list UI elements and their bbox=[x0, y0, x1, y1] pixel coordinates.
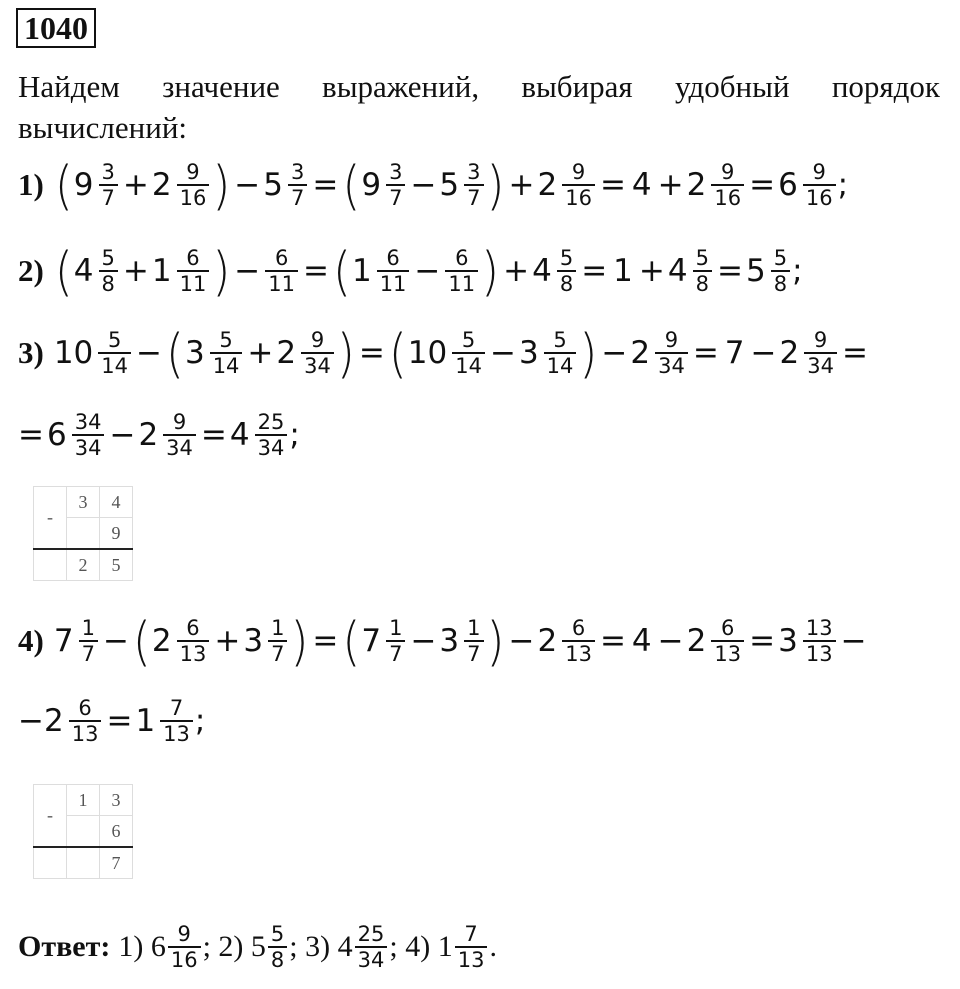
paren: ) bbox=[336, 321, 355, 385]
operator: = bbox=[200, 417, 227, 453]
fraction: $\frac{3}{7}$ bbox=[288, 160, 307, 210]
intro-text: Найдем значение выражений, выбирая удобный порядок вычислений: bbox=[18, 69, 940, 145]
whole: 6 bbox=[46, 417, 67, 453]
fraction: $\frac{6}{13}$ bbox=[562, 616, 595, 666]
paren: ( bbox=[132, 609, 151, 673]
paren: ) bbox=[579, 321, 598, 385]
paren: ) bbox=[290, 609, 309, 673]
fraction: $\frac{9}{34}$ bbox=[804, 328, 837, 378]
whole: 2 bbox=[779, 335, 800, 371]
paren: ( bbox=[166, 321, 184, 385]
semicolon: ; bbox=[194, 703, 206, 739]
answer-whole: 6 bbox=[150, 930, 166, 963]
operator: + bbox=[214, 623, 241, 659]
answer-sep: ; bbox=[202, 930, 211, 963]
fraction: $\frac{6}{13}$ bbox=[711, 616, 744, 666]
whole: 1 bbox=[151, 253, 172, 289]
operator: − bbox=[136, 335, 162, 371]
whole: 2 bbox=[630, 335, 651, 371]
answer-label: Ответ: bbox=[18, 930, 111, 963]
whole: 3 bbox=[243, 623, 264, 659]
equation-line-3-cont bbox=[18, 410, 300, 460]
answer-fraction: $\frac{9}{16}$ bbox=[168, 922, 201, 972]
operator: − bbox=[410, 623, 437, 659]
digit bbox=[67, 816, 100, 848]
whole: 4 bbox=[73, 253, 94, 289]
number: 4 bbox=[631, 167, 652, 203]
whole: 4 bbox=[229, 417, 250, 453]
digit: 3 bbox=[67, 487, 100, 518]
paren: ( bbox=[54, 153, 73, 217]
digit: 6 bbox=[100, 816, 133, 848]
operator: = bbox=[312, 623, 339, 659]
fraction: $\frac{5}{8}$ bbox=[771, 246, 790, 296]
whole: 3 bbox=[439, 623, 460, 659]
digit: 5 bbox=[100, 549, 133, 581]
operator: + bbox=[508, 167, 535, 203]
fraction: $\frac{5}{8}$ bbox=[693, 246, 712, 296]
operator: = bbox=[749, 623, 776, 659]
operator: = bbox=[599, 167, 626, 203]
whole: 10 bbox=[53, 335, 94, 371]
answer-idx: 2) bbox=[218, 930, 244, 963]
whole: 6 bbox=[778, 167, 798, 203]
fraction: $\frac{5}{14}$ bbox=[210, 328, 243, 378]
operator: − bbox=[234, 167, 261, 203]
digit: 2 bbox=[67, 549, 100, 581]
paren: ( bbox=[54, 239, 73, 303]
empty-cell bbox=[34, 549, 67, 581]
whole: 2 bbox=[686, 623, 707, 659]
digit bbox=[67, 518, 100, 550]
equation-line-4-cont bbox=[18, 696, 205, 746]
column-subtraction-1 bbox=[33, 486, 133, 581]
answer-idx: 3) bbox=[305, 930, 331, 963]
fraction: $\frac{9}{34}$ bbox=[655, 328, 688, 378]
fraction: $\frac{6}{11}$ bbox=[265, 246, 298, 296]
operator: = bbox=[106, 703, 133, 739]
whole: 3 bbox=[184, 335, 205, 371]
operator: = bbox=[312, 167, 339, 203]
fraction: $\frac{3}{7}$ bbox=[464, 160, 483, 210]
fraction: $\frac{1}{7}$ bbox=[79, 616, 98, 666]
answer-fraction: $\frac{5}{8}$ bbox=[268, 922, 287, 972]
operator: − bbox=[18, 703, 44, 739]
whole: 5 bbox=[439, 167, 460, 203]
digit bbox=[67, 847, 100, 879]
minus-sign: - bbox=[34, 785, 67, 848]
whole: 3 bbox=[518, 335, 539, 371]
operator: − bbox=[410, 167, 437, 203]
whole: 1 bbox=[351, 253, 372, 289]
paren: ( bbox=[342, 153, 361, 217]
answer-fraction: $\frac{7}{13}$ bbox=[455, 922, 488, 972]
semicolon: ; bbox=[837, 167, 849, 203]
fraction: $\frac{1}{7}$ bbox=[386, 616, 405, 666]
column-subtraction-2 bbox=[33, 784, 133, 879]
operator: − bbox=[489, 335, 516, 371]
operator: + bbox=[638, 253, 665, 289]
whole: 2 bbox=[151, 623, 172, 659]
digit: 3 bbox=[100, 785, 133, 816]
fraction: $\frac{9}{34}$ bbox=[301, 328, 334, 378]
equation-line-2 bbox=[18, 239, 803, 303]
fraction: $\frac{6}{13}$ bbox=[69, 696, 102, 746]
item-label-4: 4) bbox=[18, 623, 44, 658]
answer-idx: 1) bbox=[118, 930, 144, 963]
operator: − bbox=[657, 623, 684, 659]
digit: 1 bbox=[67, 785, 100, 816]
answer-sep: ; bbox=[389, 930, 398, 963]
answer-whole: 4 bbox=[337, 930, 353, 963]
operator: = bbox=[717, 253, 743, 289]
operator: − bbox=[840, 623, 867, 659]
operator: = bbox=[599, 623, 626, 659]
paren: ) bbox=[212, 153, 231, 217]
whole: 2 bbox=[686, 167, 707, 203]
whole: 4 bbox=[532, 253, 552, 289]
digit: 9 bbox=[100, 518, 133, 550]
operator: = bbox=[841, 335, 868, 371]
operator: − bbox=[601, 335, 628, 371]
number: 1 bbox=[613, 253, 633, 289]
whole: 4 bbox=[667, 253, 688, 289]
operator: = bbox=[749, 167, 776, 203]
whole: 2 bbox=[537, 167, 558, 203]
fraction: $\frac{6}{13}$ bbox=[177, 616, 210, 666]
fraction: $\frac{1}{7}$ bbox=[268, 616, 287, 666]
fraction: $\frac{3}{7}$ bbox=[99, 160, 118, 210]
empty-cell bbox=[34, 847, 67, 879]
whole: 7 bbox=[361, 623, 382, 659]
operator: + bbox=[503, 253, 530, 289]
paren: ( bbox=[388, 321, 407, 385]
whole: 7 bbox=[53, 623, 74, 659]
fraction: $\frac{5}{14}$ bbox=[544, 328, 577, 378]
paren: ) bbox=[486, 153, 505, 217]
operator: + bbox=[247, 335, 274, 371]
whole: 10 bbox=[407, 335, 448, 371]
whole: 2 bbox=[276, 335, 297, 371]
number: 7 bbox=[724, 335, 745, 371]
answer-whole: 5 bbox=[250, 930, 266, 963]
fraction: $\frac{9}{16}$ bbox=[177, 160, 210, 210]
fraction: $\frac{9}{16}$ bbox=[711, 160, 744, 210]
digit: 7 bbox=[100, 847, 133, 879]
paren: ( bbox=[342, 609, 361, 673]
operator: + bbox=[122, 167, 149, 203]
whole: 3 bbox=[778, 623, 798, 659]
minus-sign: - bbox=[34, 487, 67, 550]
fraction: $\frac{9}{16}$ bbox=[803, 160, 836, 210]
whole: 2 bbox=[537, 623, 558, 659]
operator: − bbox=[234, 253, 261, 289]
item-label-2: 2) bbox=[18, 253, 44, 288]
equation-line-3 bbox=[18, 321, 871, 385]
fraction: $\frac{5}{8}$ bbox=[557, 246, 576, 296]
digit: 4 bbox=[100, 487, 133, 518]
fraction: $\frac{5}{14}$ bbox=[452, 328, 485, 378]
whole: 9 bbox=[73, 167, 94, 203]
operator: + bbox=[657, 167, 684, 203]
equation-line-1 bbox=[18, 153, 849, 217]
fraction: $\frac{6}{11}$ bbox=[177, 246, 210, 296]
paren: ) bbox=[486, 609, 505, 673]
fraction: $\frac{7}{13}$ bbox=[160, 696, 193, 746]
answer-fraction: $\frac{25}{34}$ bbox=[355, 922, 388, 972]
fraction: $\frac{5}{14}$ bbox=[98, 328, 131, 378]
answer-whole: 1 bbox=[437, 930, 453, 963]
fraction: $\frac{34}{34}$ bbox=[72, 410, 105, 460]
whole: 2 bbox=[138, 417, 159, 453]
whole: 1 bbox=[135, 703, 156, 739]
semicolon: ; bbox=[289, 417, 300, 453]
operator: − bbox=[750, 335, 777, 371]
fraction: $\frac{5}{8}$ bbox=[99, 246, 118, 296]
fraction: $\frac{9}{16}$ bbox=[562, 160, 595, 210]
item-label-3: 3) bbox=[18, 335, 44, 370]
whole: 5 bbox=[745, 253, 766, 289]
answer-line bbox=[18, 922, 497, 972]
whole: 5 bbox=[263, 167, 284, 203]
paren: ) bbox=[481, 239, 500, 303]
answer-idx: 4) bbox=[405, 930, 431, 963]
operator: − bbox=[109, 417, 136, 453]
operator: + bbox=[122, 253, 149, 289]
fraction: $\frac{9}{34}$ bbox=[163, 410, 196, 460]
operator: − bbox=[102, 623, 129, 659]
whole: 9 bbox=[361, 167, 382, 203]
equation-line-4 bbox=[18, 609, 870, 673]
fraction: $\frac{6}{11}$ bbox=[377, 246, 410, 296]
fraction: $\frac{3}{7}$ bbox=[386, 160, 405, 210]
paren: ) bbox=[212, 239, 231, 303]
operator: = bbox=[358, 335, 385, 371]
whole: 2 bbox=[151, 167, 172, 203]
operator: = bbox=[692, 335, 719, 371]
operator: = bbox=[581, 253, 608, 289]
whole: 2 bbox=[43, 703, 64, 739]
operator: = bbox=[303, 253, 329, 289]
operator: − bbox=[414, 253, 441, 289]
operator: = bbox=[18, 417, 44, 453]
item-label-1: 1) bbox=[18, 167, 44, 202]
task-number: 1040 bbox=[16, 8, 96, 48]
paren: ( bbox=[333, 239, 351, 303]
fraction: $\frac{13}{13}$ bbox=[803, 616, 836, 666]
operator: − bbox=[508, 623, 535, 659]
number: 4 bbox=[631, 623, 652, 659]
answer-sep: ; bbox=[289, 930, 298, 963]
fraction: $\frac{6}{11}$ bbox=[445, 246, 478, 296]
fraction: $\frac{1}{7}$ bbox=[464, 616, 483, 666]
answer-sep: . bbox=[489, 930, 497, 963]
fraction: $\frac{25}{34}$ bbox=[255, 410, 288, 460]
semicolon: ; bbox=[792, 253, 803, 289]
